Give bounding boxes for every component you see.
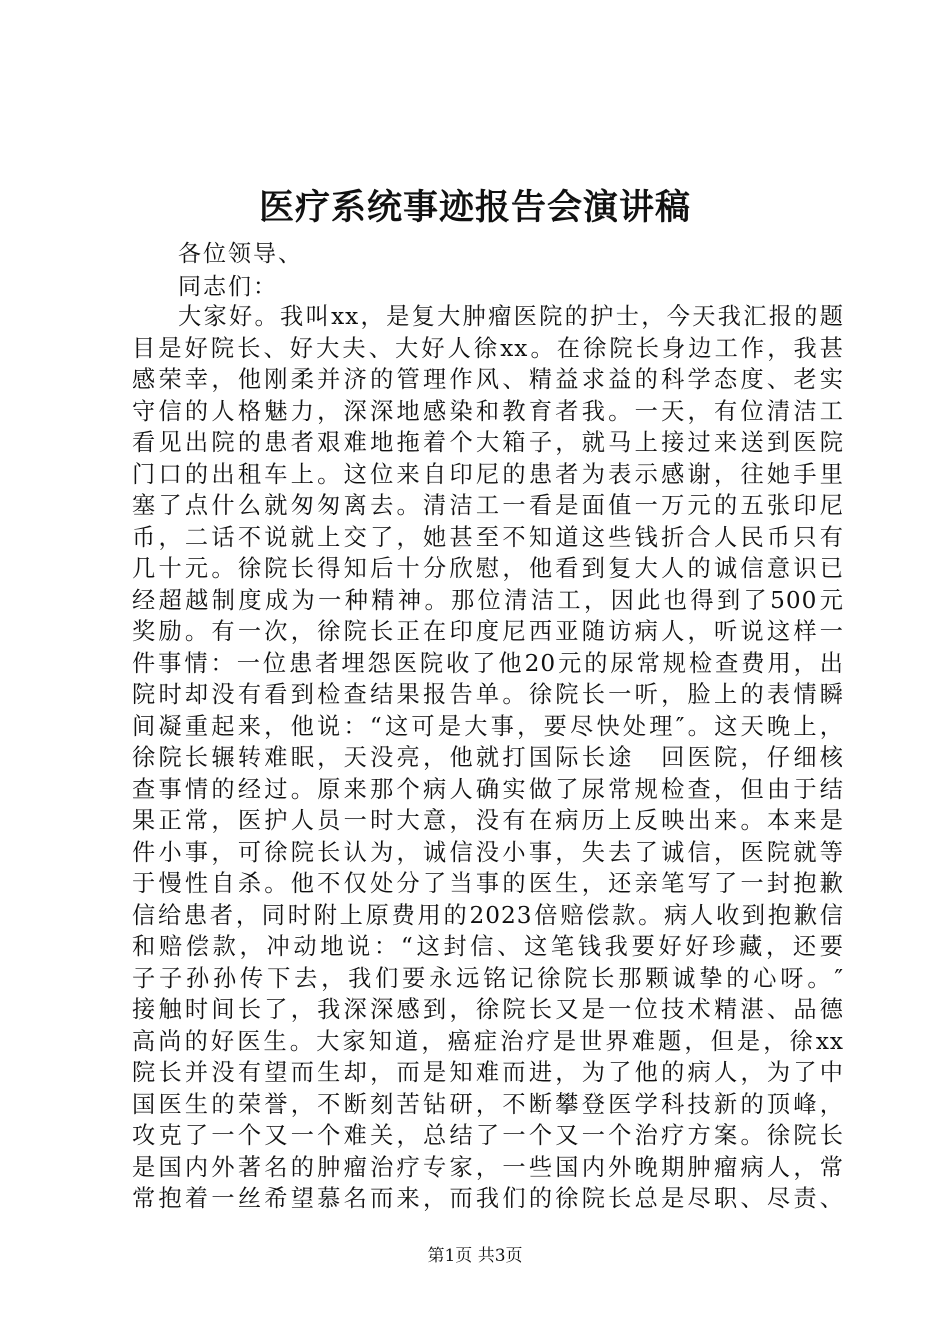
body-line: 感荣幸，他刚柔并济的管理作风、精益求益的科学态度、老实: [132, 366, 844, 393]
body-line: 信给患者，同时附上原费用的2023倍赔偿款。病人收到抱歉信: [132, 901, 844, 929]
document-title: 医疗系统事迹报告会演讲稿: [258, 187, 691, 228]
body-line: 看见出院的患者艰难地拖着个大箱子，就马上接过来送到医院: [132, 429, 844, 456]
body-line: 徐院长辗转难眠，天没亮，他就打国际长途 回医院，仔细核: [132, 744, 844, 771]
speech-body: [132, 301, 844, 1215]
body-line: 守信的人格魅力，深深地感染和教育者我。一天，有位清洁工: [132, 397, 844, 425]
body-line: 奖励。有一次，徐院长正在印度尼西亚随访病人，听说这样一: [132, 618, 844, 645]
body-line: 件小事，可徐院长认为，诚信没小事，失去了诚信，医院就等: [132, 838, 844, 866]
body-line: 是国内外著名的肿瘤治疗专家，一些国内外晚期肿瘤病人，常: [132, 1153, 844, 1181]
body-line: 大家好。我叫xx，是复大肿瘤医院的护士，今天我汇报的题: [178, 303, 844, 330]
body-line: 币，二话不说就上交了，她甚至不知道这些钱折合人民币只有: [132, 523, 844, 551]
body-line: 于慢性自杀。他不仅处分了当事的医生，还亲笔写了一封抱歉: [132, 870, 844, 897]
body-line: 常抱着一丝希望慕名而来，而我们的徐院长总是尽职、尽责、: [132, 1185, 844, 1212]
page-number-footer: 第1页 共3页: [427, 1246, 523, 1266]
body-line: 塞了点什么就匆匆离去。清洁工一看是面值一万元的五张印尼: [132, 492, 844, 519]
body-line: 和赔偿款，冲动地说：“这封信、这笔钱我要好好珍藏，还要: [132, 933, 844, 960]
body-line: 接触时间长了，我深深感到，徐院长又是一位技术精湛、品德: [132, 996, 844, 1023]
body-line: 目是好院长、好大夫、大好人徐xx。在徐院长身边工作，我甚: [132, 334, 844, 362]
body-line: 攻克了一个又一个难关，总结了一个又一个治疗方案。徐院长: [132, 1122, 844, 1149]
body-line: 国医生的荣誉，不断刻苦钻研，不断攀登医学科技新的顶峰，: [132, 1090, 844, 1118]
body-line: 果正常，医护人员一时大意，没有在病历上反映出来。本来是: [132, 807, 844, 834]
body-line: 件事情：一位患者埋怨医院收了他20元的尿常规检查费用，出: [132, 649, 844, 677]
body-line: 间凝重起来，他说：“这可是大事，要尽快处理″。这天晚上，: [132, 712, 844, 740]
body-line: 院时却没有看到检查结果报告单。徐院长一听，脸上的表情瞬: [132, 681, 844, 708]
salutation-comrades: 同志们：: [178, 274, 278, 300]
body-line: 查事情的经过。原来那个病人确实做了尿常规检查，但由于结: [132, 775, 844, 803]
salutation-leaders: 各位领导、: [178, 241, 303, 267]
body-line: 门口的出租车上。这位来自印尼的患者为表示感谢，往她手里: [132, 460, 844, 488]
body-line: 院长并没有望而生却，而是知难而进，为了他的病人，为了中: [132, 1059, 844, 1086]
body-line: 经超越制度成为一种精神。那位清洁工，因此也得到了500元: [132, 586, 844, 614]
body-line: 几十元。徐院长得知后十分欣慰，他看到复大人的诚信意识已: [132, 555, 844, 582]
body-line: 高尚的好医生。大家知道，癌症治疗是世界难题，但是，徐xx: [132, 1027, 844, 1055]
body-line: 子子孙孙传下去，我们要永远铭记徐院长那颗诚挚的心呀。″: [132, 964, 844, 992]
